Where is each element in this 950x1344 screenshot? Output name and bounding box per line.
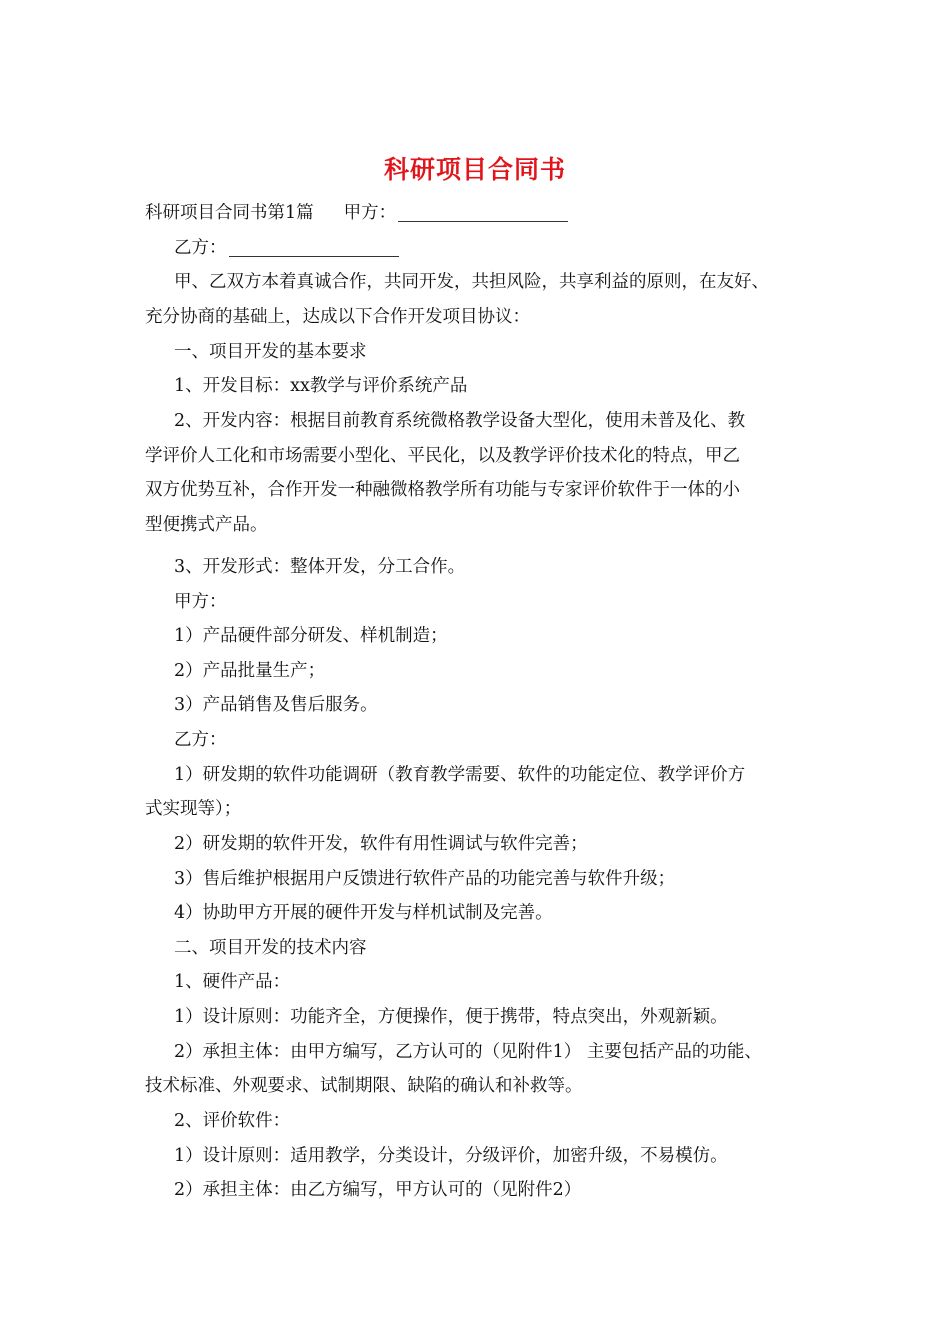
list-item: 2）承担主体：由甲方编写，乙方认可的（见附件1） 主要包括产品的功能、 (174, 1042, 762, 1062)
list-item: 2）承担主体：由乙方编写，甲方认可的（见附件2） (174, 1180, 582, 1200)
list-item: 1）设计原则：功能齐全，方便操作，便于携带，特点突出，外观新颖。 (174, 1007, 728, 1027)
party-b-line (174, 236, 399, 260)
party-heading: 甲方： (174, 592, 227, 612)
party-a-label: 甲方： (343, 203, 397, 223)
paragraph-line: 充分协商的基础上，达成以下合作开发项目协议： (145, 307, 530, 327)
party-heading: 乙方： (174, 730, 227, 750)
paragraph-line: 1、开发目标：xx教学与评价系统产品 (174, 376, 468, 396)
document-title: 科研项目合同书 (383, 155, 566, 184)
list-item: 1）研发期的软件功能调研（教育教学需要、软件的功能定位、教学评价方 (174, 765, 746, 785)
list-item: 式实现等）； (145, 799, 242, 819)
list-item: 3）产品销售及售后服务。 (174, 695, 378, 715)
paragraph-line: 甲、乙双方本着真诚合作，共同开发，共担风险，共享利益的原则，在友好、 (174, 272, 769, 292)
list-item: 1）产品硬件部分研发、样机制造； (174, 626, 448, 646)
list-item: 1）设计原则：适用教学，分类设计，分级评价，加密升级，不易模仿。 (174, 1146, 728, 1166)
list-item: 4）协助甲方开展的硬件开发与样机试制及完善。 (174, 903, 553, 923)
paragraph-line: 2、评价软件： (174, 1111, 291, 1131)
first-line (145, 201, 568, 225)
paragraph-line: 学评价人工化和市场需要小型化、平民化，以及教学评价技术化的特点，甲乙 (145, 446, 740, 466)
party-a-blank (398, 203, 568, 222)
paragraph-line: 1、硬件产品： (174, 972, 291, 992)
chapter-label: 科研项目合同书第1篇 (145, 203, 314, 223)
list-item: 2）产品批量生产； (174, 661, 326, 681)
paragraph-line: 双方优势互补，合作开发一种融微格教学所有功能与专家评价软件于一体的小 (145, 480, 740, 500)
section-heading: 二、项目开发的技术内容 (174, 938, 367, 958)
list-item: 技术标准、外观要求、试制期限、缺陷的确认和补救等。 (145, 1076, 583, 1096)
party-b-label: 乙方： (174, 238, 227, 258)
paragraph-line: 3、开发形式：整体开发，分工合作。 (174, 557, 466, 577)
section-heading: 一、项目开发的基本要求 (174, 342, 367, 362)
paragraph-line: 型便携式产品。 (145, 515, 268, 535)
list-item: 2）研发期的软件开发，软件有用性调试与软件完善； (174, 834, 588, 854)
party-b-blank (229, 238, 399, 257)
list-item: 3）售后维护根据用户反馈进行软件产品的功能完善与软件升级； (174, 869, 676, 889)
paragraph-line: 2、开发内容：根据目前教育系统微格教学设备大型化，使用未普及化、教 (174, 411, 746, 431)
